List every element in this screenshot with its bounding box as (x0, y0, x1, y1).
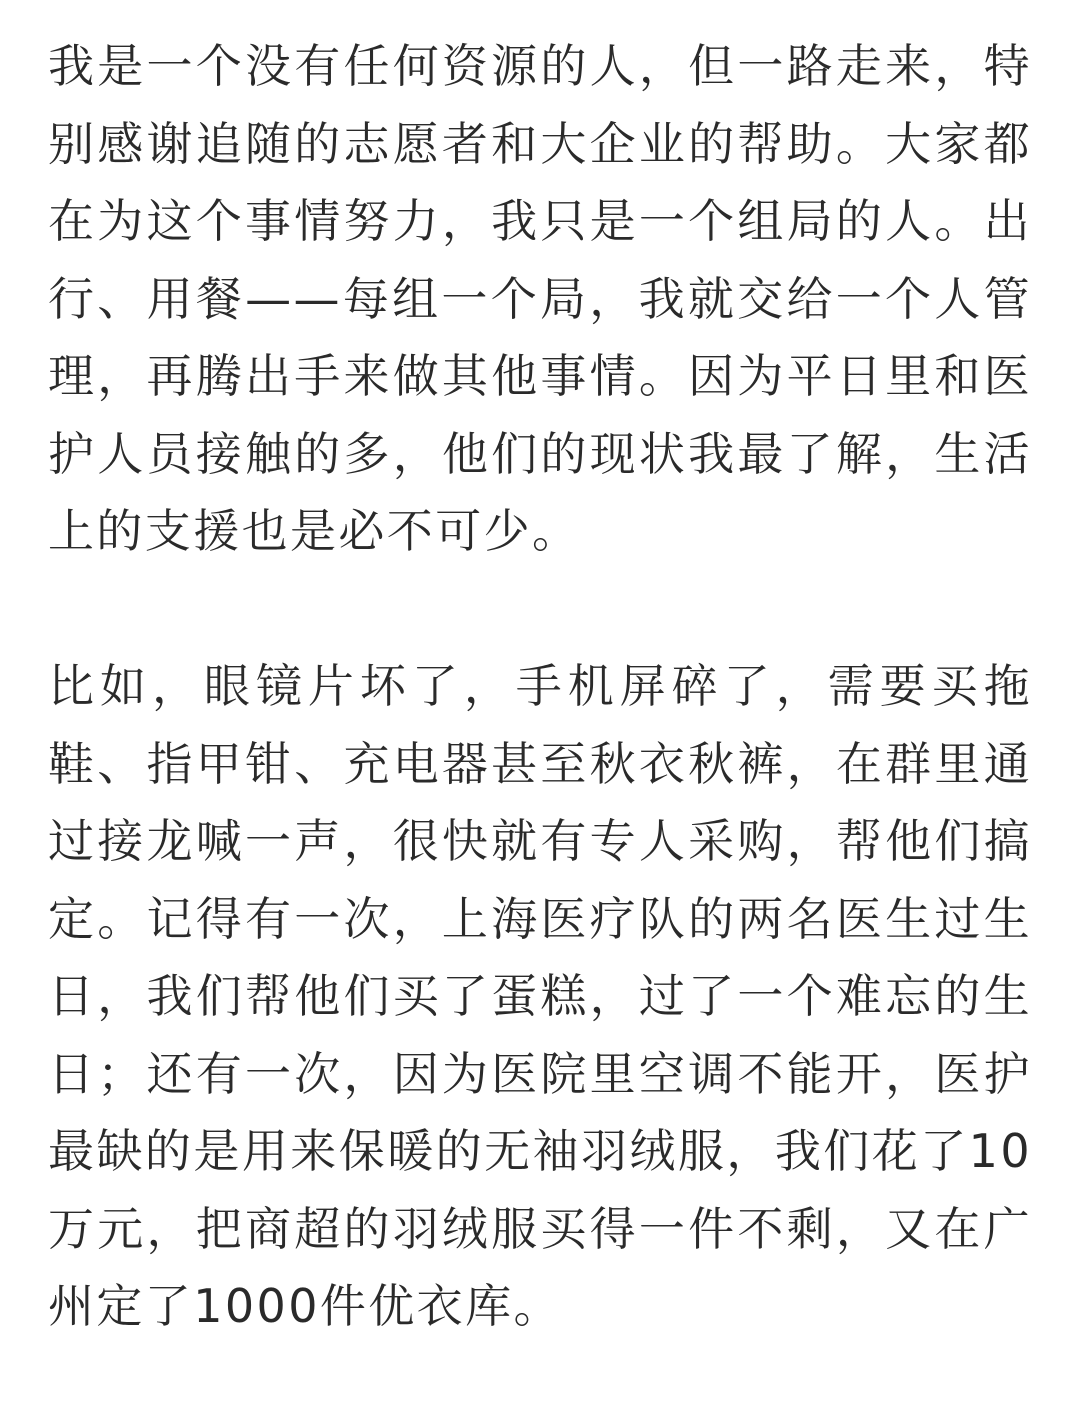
article-body (48, 28, 1032, 1346)
paragraph: 我是一个没有任何资源的人，但一路走来，特别感谢追随的志愿者和大企业的帮助。大家都在为这个事情努力，我只是一个组局的人。出行、用餐——每组一个局，我就交给一个人管理，再腾出手来做其他事情。因为平日里和医护人员接触的多，他们的现状我最了解，生活上的支援也是必不可少。 (48, 39, 1032, 558)
paragraph: 比如，眼镜片坏了，手机屏碎了，需要买拖鞋、指甲钳、充电器甚至秋衣秋裤，在群里通过接龙喊一声，很快就有专人采购，帮他们搞定。记得有一次，上海医疗队的两名医生过生日，我们帮他们买了蛋糕，过了一个难忘的生日；还有一次，因为医院里空调不能开，医护最缺的是用来保暖的无袖羽绒服，我们花了10万元，把商超的羽绒服买得一件不剩，又在广州定了1000件优衣库。 (48, 659, 1032, 1333)
